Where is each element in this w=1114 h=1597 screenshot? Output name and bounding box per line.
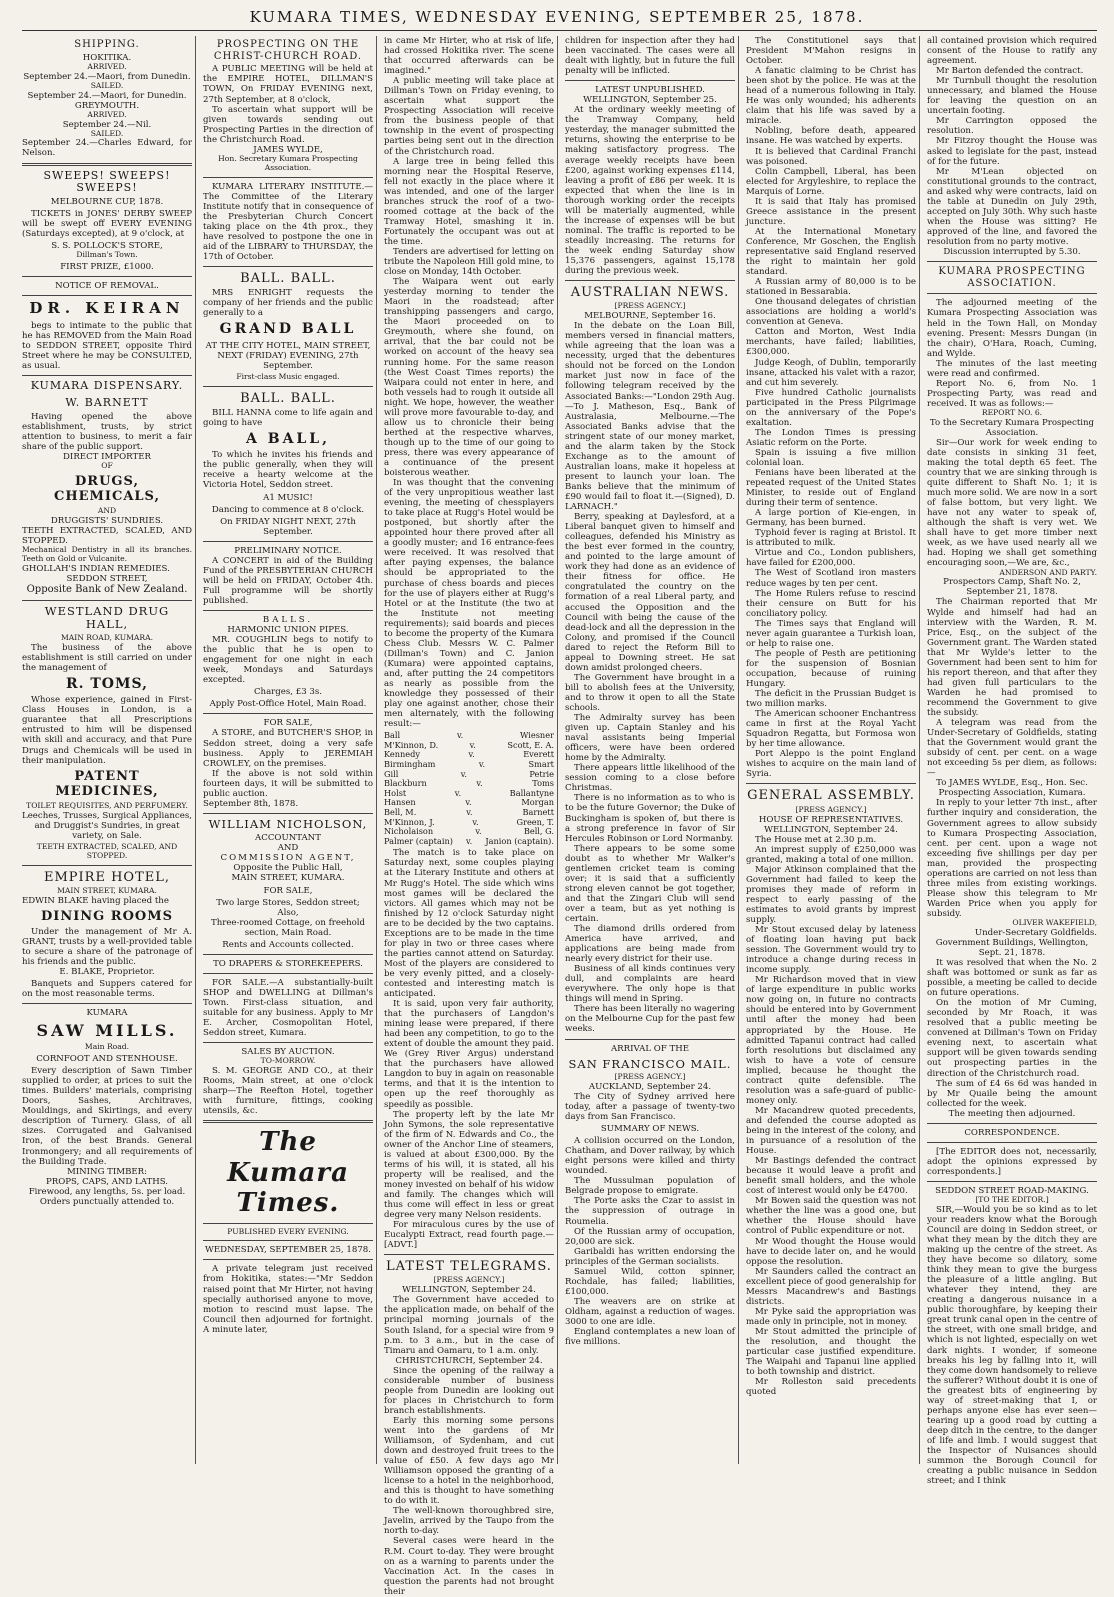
dateline: AUCKLAND, September 24. — [588, 1081, 712, 1092]
latest-unpublished-heading: LATEST UNPUBLISHED. — [595, 85, 705, 96]
press-agency: [PRESS AGENCY.] — [614, 1072, 686, 1082]
coughlin-text: MR. COUGHLIN begs to notify to the public that he is open to engagement for one night in each week, Mondays and Saturdays excepted. — [203, 635, 373, 686]
column-5 — [746, 36, 916, 1464]
article-paragraph: SIR,—Would you be so kind as to let your readers know what the Borough Council are doing in Seddon street, or what they mean by the ditch they are making up the centre of the street. As they have become so dilatory, some think they mean to give the burgess the pleasure of a little angling. But whatever they intend, they are creating a dangerous nuisance in a public thoroughfare, by keeping their great trunk canal open in the centre of the street, with one small bridge, and which is not lighted, especially on wet dark nights. I wonder, if someone breaks his leg by falling into it, will they come down handsomely to relieve the sufferer? Without doubt it is one of the greatest bits of engineering by way of street-making that I, or perhaps anyone else has ever seen—tearing up a good road by cutting a deep ditch in the centre, to the danger of life and limb. I would suggest that the Inspector of Nuisances should summon the Borough Council for creating a public nuisance in Seddon street; and I think — [927, 1204, 1097, 1487]
music-engaged: First-class Music engaged. — [236, 371, 340, 381]
article-paragraph: The Chairman reported that Mr Wylde and himself had had an interview with the Warden, R. M. Price, Esq., on the subject of the Government grant. The Warden stated that Mr Wylde's letter to the Government had been sent to him for his report thereon, and that after they had given full particulars to the Warden he had promised to recommend the Government to give the subsidy. — [927, 597, 1097, 718]
house-heading: HOUSE OF REPRESENTATIVES. — [758, 814, 904, 825]
column-rule — [376, 36, 377, 1464]
article-paragraph: There is no information as to who is to be the future Governor; the Duke of Buckingham is spoken of, but there is a strong preference in favor of Sir Hercules Robinson or Lord Normanby. — [565, 793, 735, 844]
sailed-label: SAILED. — [90, 128, 124, 138]
column-3 — [384, 36, 554, 1597]
article-paragraph: Mr Saunders called the contract an excellent piece of good generalship for Messrs Macandrew's and Bastings districts. — [746, 1266, 916, 1307]
article-paragraph: Spain is issuing a five million colonial loan. — [746, 447, 916, 468]
shipping-line: September 24.—Maori, for Dunedin. — [27, 90, 187, 101]
of-label: OF — [101, 461, 113, 471]
literary-text: KUMARA LITERARY INSTITUTE.—The Committee of the Literary Institute notify that in consequence of the Presbyterian Church Concert taking place on the 4th prox., they have resolved to postpone the one in aid of the LIBRARY to THURSDAY, the 17th of October. — [203, 181, 373, 262]
divider — [203, 813, 373, 814]
article-paragraph: One thousand delegates of christian associations are holding a world's convention at Geneva. — [746, 297, 916, 328]
article-paragraph: A telegram was read from the Under-Secretary of Goldfields, stating that the Government would grant the subsidy of cent. per cent. on a wage not exceeding 5s per diem, as follows:— — [927, 718, 1097, 779]
divider — [565, 80, 735, 81]
editorial-text: A private telegram just received from Hokitika, states:—"Mr Seddon raised point that Mr Hirter, not having specially authorised anyone to move, motion to rescind must lapse. The Council then adjourned for fortnight. A minute later, — [203, 1264, 373, 1335]
city-hotel: AT THE CITY HOTEL, MAIN STREET, — [205, 340, 371, 351]
arrived-label: ARRIVED. — [87, 109, 127, 119]
auction-note: If the above is not sold within fourteen days, it will be submitted to public auction. — [203, 768, 373, 799]
balls-heading: BALLS. — [262, 614, 314, 625]
cornfoot-heading: CORNFOOT AND STENHOUSE. — [36, 1054, 178, 1065]
divider — [203, 1042, 373, 1043]
mechanical-dentistry: Mechanical Dentistry in all its branches. Teeth on Gold or Vulcanite. — [22, 545, 192, 564]
wylde-title: Hon. Secretary Kumara Prospecting Association. — [218, 153, 358, 172]
empire-street: MAIN STREET, KUMARA. — [57, 886, 157, 895]
props-caps: PROPS, CAPS, AND LATHS. — [45, 1176, 169, 1187]
dateline: WELLINGTON, September 25. — [583, 95, 717, 106]
article-paragraph: There appears little likelihood of the session coming to a close before Christmas. — [565, 763, 735, 794]
latest-telegrams-heading: LATEST TELEGRAMS. — [386, 1259, 552, 1275]
dispensary-heading: KUMARA DISPENSARY. — [30, 379, 184, 393]
article-paragraph: Catton and Morton, West India merchants, have failed; liabilities, £300,000. — [746, 327, 916, 358]
divider — [927, 1123, 1097, 1124]
report-heading: REPORT NO. 6. — [981, 407, 1043, 417]
ball-heading: BALL. BALL. — [240, 270, 336, 286]
opposite-hall: Opposite the Public Hall, — [233, 863, 343, 874]
article-paragraph: In the debate on the Loan Bill, members versed in financial matters, while agreeing that the loan was a necessity, urged that the debentures should not be forced on the London market just now in face of the following telegram received by the Associated Banks:—"London 29th Aug.—To J. Matheson, Esq., Bank of Australasia, Melbourne.—The Associated Banks advise that the stringent state of our money market, and the alarm taken by the Stock Exchange as to the amount of Australian loans, make it hopeless at present to launch your loan. The Banks believe that the minimum of £90 would fail to float it.—(Signed), D. LARNACH." — [565, 321, 735, 513]
main-street: MAIN STREET, KUMARA. — [231, 873, 345, 884]
article-paragraph: The minutes of the last meeting were read and confirmed. — [927, 358, 1097, 379]
divider — [565, 1039, 735, 1040]
article-paragraph: Garibaldi has written endorsing the principles of the German socialists. — [565, 1246, 735, 1267]
article-paragraph: The Home Rulers refuse to rescind their censure on Butt for his conciliatory policy. — [746, 588, 916, 619]
empire-heading: EMPIRE HOTEL, — [43, 869, 170, 885]
divider — [203, 266, 373, 267]
article-paragraph: Mr Bastings defended the contract because it would leave a profit and benefit small holders, and the whole cost of interest would only be £4700. — [746, 1156, 916, 1197]
hanna-invite: To which he invites his friends and the public generally, when they will receive a hearty welcome at the Victoria Hotel, Seddon street. — [203, 450, 373, 491]
article-paragraph: Mr Richardson moved that in view of large expenditure in public works now going on, in future no contracts should be entered into by Government until after the money had been appropriated by the House. He admitted Tapanui contract had called forth resolutions but disclaimed any wish to have a vote of censure implied, because he thought the contract quite defensible. The resolution was a safe-guard of public-money only. — [746, 975, 916, 1106]
column-6 — [927, 36, 1097, 1487]
press-agency: [PRESS AGENCY.] — [795, 804, 867, 814]
blake-signature: E. BLAKE, Proprietor. — [59, 967, 155, 978]
importer-label: DIRECT IMPORTER — [63, 452, 151, 463]
divider — [22, 276, 192, 277]
article-paragraph: The property left by the late Mr John Symons, the sole representative of the firm of N. Edwards and Co., the owner of the Anchor Line of steamers, is valued at about £300,000. By the terms of his will, it is stated, all his property will be realised, and the money invested on behalf of his widow and family. The changes which will thus come will effect in less or great degree very many Nelson residents. — [384, 1109, 554, 1221]
friday-night: On FRIDAY NIGHT NEXT, 27th September. — [220, 516, 356, 537]
article-paragraph: Nobling, before death, appeared insane. He was watched by experts. — [746, 126, 916, 147]
shipping-line: September 24.—Nil. — [62, 119, 152, 130]
article-paragraph: The Government have acceded to the application made, on behalf of the principal morning journals of the South Island, for a special wire from 9 p.m. to 3 a.m., but in the case of Timaru and Oamaru, to 1 a.m. only. — [384, 1295, 554, 1356]
shipping-line: September 24.—Maori, from Dunedin. — [23, 71, 191, 82]
arrived-label: ARRIVED. — [87, 61, 127, 71]
article-paragraph: The diamond drills ordered from America have arrived, and applications are being made from nearly every district for their use. — [565, 924, 735, 965]
kumara-label: KUMARA — [86, 1008, 128, 1019]
divider — [203, 1240, 373, 1241]
concert-text: A CONCERT in aid of the Building Fund of the PRESBYTERIAN CHURCH will be held on FRIDAY, October 4th. Full programme will be shortly published. — [203, 555, 373, 606]
article-paragraph: It is said, upon very fair authority, that the purchasers of Langdon's mining lease were prepared, if there had been any competition, to go to the extent of double the amount they paid. We (Grey River Argus) understand that the purchasers have allowed Langdon to buy in again on reasonable terms, and that it is the intention to open up the reef thoroughly as speedily as possible. — [384, 999, 554, 1110]
barnett-name: W. BARNETT — [65, 396, 149, 410]
article-paragraph: The Government have brought in a bill to abolish fees at the University, and to throw it open to all the State schools. — [565, 672, 735, 713]
article-paragraph: Of the Russian army of occupation, 20,000 are sick. — [565, 1226, 735, 1247]
pollock-store: S. S. POLLOCK'S STORE, — [51, 241, 163, 252]
toms-text: Whose experience, gained in First-Class Houses in London, is a guarantee that all Prescriptions entrusted to him will be dispensed with skill and accuracy, and that Pure Drugs and Chemicals will be used in their manipulation. — [22, 695, 192, 766]
removal-heading: NOTICE OF REMOVAL. — [55, 281, 159, 292]
article-paragraph: children for inspection after they had been vaccinated. The cases were all dealt with lightly, but in future the full penalty will be inflicted. — [565, 36, 735, 77]
toilet-line: TOILET REQUISITES, AND PERFUMERY. — [26, 801, 188, 811]
grand-ball: GRAND BALL — [219, 321, 357, 338]
general-assembly-heading: GENERAL ASSEMBLY. — [747, 788, 915, 804]
sweep-text: TICKETS in JONES' DERBY SWEEP will be swept off EVERY EVENING (Saturdays excepted), at 9 o'clock, at — [22, 209, 192, 240]
signature-title: Under-Secretary Goldfields. — [974, 927, 1097, 938]
article-paragraph: Business of all kinds continues very dull, and complaints are heard everywhere. The only hope is that things will mend in Spring. — [565, 964, 735, 1005]
signature-place: Government Buildings, Wellington, Sept. 21, 1878. — [935, 937, 1089, 958]
article-paragraph: Judge Keogh, of Dublin, temporarily insane, attacked his valet with a razor, and cut him severely. — [746, 357, 916, 388]
column-rule — [557, 36, 558, 1464]
article-paragraph: A fanatic claiming to be Christ has been shot by the police. He was at the head of a numerous following in Italy. He was only wounded; his adherents claim that his life was saved by a miracle. — [746, 66, 916, 127]
apply-line: Apply Post-Office Hotel, Main Road. — [209, 699, 367, 710]
also-label: Also, — [277, 907, 299, 918]
divider — [22, 295, 192, 296]
article-paragraph: The House met at 2.30 p.m. — [755, 834, 877, 845]
player-row: Gill v. Petrie — [384, 768, 554, 779]
article-paragraph: Mr Fitzroy thought the House was asked to legislate for the past, instead of for the future. — [927, 136, 1097, 167]
player-row: Bell, M. v. Barnett — [384, 806, 554, 817]
divider — [203, 541, 373, 542]
column-1 — [22, 36, 192, 1464]
main-road: MAIN ROAD, KUMARA. — [60, 632, 154, 642]
article-paragraph: There appears to be some some doubt as to whether Mr Walker's gentlemen cricket team is coming over; it is said that a sufficiently strong eleven cannot be got together, and that the Zingari Club will send over a team, but as yet nothing is certain. — [565, 843, 735, 924]
two-stores: Two large Stores, Seddon street; — [216, 897, 360, 908]
article-paragraph: The Mussulman population of Belgrade propose to emigrate. — [565, 1176, 735, 1197]
sundries-heading: DRUGGISTS' SUNDRIES. — [50, 516, 164, 527]
a-ball: A BALL, — [246, 430, 330, 447]
sailed-label: SAILED. — [90, 80, 124, 90]
article-paragraph: Mr Stout admitted the principle of the resolution, and thought the particular case justified expenditure. The Waipahi and Tapanui line applied to both township and district. — [746, 1326, 916, 1378]
rents-line: Rents and Accounts collected. — [222, 939, 354, 950]
article-paragraph: It is believed that Cardinal Franchi was poisoned. — [746, 146, 916, 167]
dateline: WELLINGTON, September 24. — [764, 824, 898, 835]
for-sale-heading: FOR SALE, — [263, 718, 313, 729]
sale-date: September 8th, 1878. — [203, 798, 299, 809]
article-paragraph: In reply to your letter 7th inst., after further inquiry and consideration, the Government agrees to allow subsidy to Kumara Prospecting Association, cent. per cent. upon a wage not exceeding five shillings per day per man, provided the prospecting operations are carried on not less than three miles from existing workings. Please show this telegram to Mr Warden Price when you apply for subsidy. — [927, 798, 1097, 919]
article-paragraph: Colin Campbell, Liberal, has been elected for Argyleshire, to replace the Marquis of Lorne. — [746, 166, 916, 197]
opposite-bank: Opposite Bank of New Zealand. — [26, 584, 188, 596]
article-paragraph: The Admiralty survey has been given up. Captain Stanley and his naval assistants being Imperial officers, were have been ordered home by the Admiralty. — [565, 713, 735, 764]
article-paragraph: At the ordinary weekly meeting of the Tramway Company, held yesterday, the manager submitted the returns, showing the enterprise to be making satisfactory progress. The average weekly receipts have been £200, against working expenses £114, leaving a profit of £86 per week. It is expected that when the line is in thorough working order the receipts will be materially augmented, while the increase of expenses will be but nominal. The traffic is reported to be steadily increasing. The returns for the week ending Saturday show 15,376 passengers, against 15,178 during the previous week. — [565, 105, 735, 277]
seddon-street: SEDDON STREET, — [66, 574, 148, 585]
column-2 — [203, 36, 373, 1464]
article-paragraph: Mr Turnbull thought the resolution unnecessary, and blamed the House for leaving the question on an uncertain footing. — [927, 76, 1097, 117]
shipping-heading: SHIPPING. — [74, 39, 140, 50]
leeches-text: Leeches, Trusses, Surgical Appliances, and Druggist's Sundries, in great variety, on Sale. — [22, 810, 192, 841]
article-paragraph: Mr Pyke said the appropriation was made only in principle, not in money. — [746, 1306, 916, 1327]
article-paragraph: Mr Bowen said the question was not whether the line was a good one, but whether the House should have control of Public expenditure or not. — [746, 1196, 916, 1237]
signature-place: Prospectors Camp, Shaft No. 2, September 21, 1878. — [943, 577, 1081, 598]
article-paragraph: The American schooner Enchantress came in first at the Royal Yacht Squadron Regatta, but Formosa won by her time allowance. — [746, 709, 916, 750]
for-sale-heading: FOR SALE, — [263, 885, 313, 896]
published-line: PUBLISHED EVERY EVENING. — [227, 1226, 349, 1236]
nicholson-heading: WILLIAM NICHOLSON, — [208, 816, 368, 831]
article-paragraph: Mr Carrington opposed the resolution. — [927, 116, 1097, 137]
article-paragraph: The West of Scotland iron masters reduce wages by ten per cent. — [746, 568, 916, 589]
divider — [203, 610, 373, 611]
chess-players-list — [384, 731, 554, 846]
player-row: Kennedy v. Everett — [384, 749, 554, 760]
article-paragraph: Early this morning some persons went into the gardens of Mr Williamson, of Sydenham, and cut down and destroyed fruit trees to the value of £50. A few days ago Mr Williamson opposed the granting of a license to a hotel in the neighborhood, and this is thought to have something to do with it. — [384, 1415, 554, 1507]
article-paragraph: The weavers are on strike at Oldham, against a reduction of wages. 3000 to one are idle. — [565, 1296, 735, 1327]
masthead: KUMARA TIMES, WEDNESDAY EVENING, SEPTEMBER 25, 1878. — [249, 8, 865, 26]
kumara-times-logo: The Kumara Times. — [227, 1127, 349, 1219]
divider — [203, 954, 373, 955]
keiran-heading: DR. KEIRAN — [29, 299, 185, 318]
divider — [22, 865, 192, 866]
player-row: Blackburn v. Toms — [384, 778, 554, 789]
patent-heading: PATENT MEDICINES, — [55, 768, 159, 799]
and-label: AND — [277, 843, 299, 854]
dancing-time: Dancing to commence at 8 o'clock. — [211, 504, 365, 515]
divider — [565, 280, 735, 281]
article-paragraph: Virtue and Co., London publishers, have failed for £200,000. — [746, 548, 916, 569]
masthead-rule — [22, 30, 1097, 31]
divider — [22, 163, 192, 166]
divider — [22, 1003, 192, 1004]
article-paragraph: A large tree in being felled this morning near the Hospital Reserve, fell not exactly in the place where it was intended, and one of the larger branches struck the roof of a two-roomed cottage at the back of the Tramway Hotel, smashing it in. Fortunately the occupant was out at the time. — [384, 156, 554, 247]
divider — [203, 177, 373, 178]
article-paragraph: Fenians have been liberated at the repeated request of the United States Minister, to reside out of England during their term of sentence. — [746, 468, 916, 509]
divider — [203, 1259, 373, 1260]
article-paragraph: It is said that Italy has promised Greece assistance in the present juncture. — [746, 196, 916, 227]
article-paragraph: At the International Monetary Conference, Mr Goschen, the English representative said England reserved the right to maintain her gold standard. — [746, 226, 916, 278]
george-text: S. M. GEORGE AND CO., at their Rooms, Main street, at one o'clock sharp—The Reefton Hotel, together with furniture, fittings, cooking utensils, &c. — [203, 1066, 373, 1117]
article-paragraph: An imprest supply of £250,000 was granted, making a total of one million. — [746, 844, 916, 865]
article-paragraph: England contemplates a new loan of five millions. — [565, 1327, 735, 1348]
wylde-name: JAMES WYLDE, — [253, 144, 323, 155]
telegram-recipient: To JAMES WYLDE, Esq., Hon. Sec. Prospecting Association, Kumara. — [936, 778, 1088, 799]
cottage-line: Three-roomed Cottage, on freehold section, Main Road. — [210, 917, 366, 938]
article-paragraph: all contained provision which required consent of the House to ratify any agreement. — [927, 36, 1097, 67]
player-row: M'Kinnon, D. v. Scott, E. A. — [384, 739, 554, 750]
report-recipient: To the Secretary Kumara Prospecting Association. — [929, 417, 1095, 438]
article-paragraph: The well-known thoroughbred sire, Javelin, arrived by the Taupo from the north to-day. — [384, 1506, 554, 1537]
article-paragraph: A Russian army of 80,000 is to be stationed in Bessarabia. — [746, 277, 916, 298]
article-paragraph: in came Mr Hirter, who at risk of life, had crossed Hokitika river. The scene that occurred afterwards can be imagined." — [384, 36, 554, 77]
auction-heading: SALES BY AUCTION. — [241, 1047, 335, 1058]
divider — [927, 293, 1097, 294]
divider — [203, 386, 373, 387]
teeth-line: TEETH EXTRACTED, SCALED, AND STOPPED. — [22, 526, 192, 547]
press-agency: [PRESS AGENCY.] — [433, 1275, 505, 1285]
banquets-text: Banquets and Suppers catered for on the most reasonable terms. — [22, 979, 192, 1000]
sawmills-heading: SAW MILLS. — [36, 1020, 178, 1040]
divider — [927, 261, 1097, 262]
toms-heading: R. TOMS, — [66, 675, 148, 692]
column-rule — [919, 36, 920, 1464]
road-making-heading: SEDDON STREET ROAD-MAKING. — [935, 1185, 1089, 1196]
dillmans-town: Dillman's Town. — [76, 250, 138, 260]
sweeps-heading: SWEEPS! SWEEPS! SWEEPS! — [43, 168, 171, 195]
barnett-text: Having opened the above establishment, trusts, by strict attention to business, to merit a fair share of the public support. — [22, 411, 192, 453]
kpa-heading: KUMARA PROSPECTING ASSOCIATION. — [938, 266, 1086, 289]
ball-heading: BALL. BALL. — [240, 390, 336, 406]
signature: ANDERSON AND PARTY. — [999, 567, 1097, 577]
harmonic-heading: HARMONIC UNION PIPES. — [227, 625, 349, 636]
greymouth-heading: GREYMOUTH. — [74, 100, 140, 111]
charges: Charges, £3 3s. — [253, 687, 323, 698]
australian-news-heading: AUSTRALIAN NEWS. — [570, 285, 730, 301]
melbourne-cup: MELBOURNE CUP, 1878. — [50, 197, 164, 208]
article-paragraph: Sir—Our work for week ending to date consists in sinking 31 feet, making the total depth 65 feet. The country that we are sinking through is quite different to Shaft No. 1; it is much more solid. We are now in a sort of false bottom, but very light. We have not any water to speak of, although the shaft is very wet. We shall have to get more timber next week, as we have used nearly all we had. Hoping we shall get something encouraging soon,—We are, &c., — [927, 437, 1097, 569]
article-paragraph: Major Atkinson complained that the Government had failed to keep the promises they made of reform in respect to early passing of the estimates to avoid grants by imprest supply. — [746, 864, 916, 926]
ascertain-text: To ascertain what support will be given towards sending out Prospecting Parties in the direction of the Christchurch Road. — [203, 104, 373, 145]
teeth-line: TEETH EXTRACTED, SCALED, AND STOPPED. — [36, 842, 178, 860]
prospecting-heading: PROSPECTING ON THE CHRIST-CHURCH ROAD. — [213, 39, 363, 62]
article-paragraph: Mr Macandrew quoted precedents, and defended the course adopted as being in the interest of the colony, and in pursuance of a resolution of the House. — [746, 1105, 916, 1157]
column-rule — [738, 36, 739, 1464]
keiran-text: begs to intimate to the public that he has REMOVED from the Main Road to SEDDON STREET, opposite Third Street where he may be CONSULTED, as usual. — [22, 320, 192, 372]
article-paragraph: The London Times is pressing Asiatic reform on the Porte. — [746, 427, 916, 448]
article-paragraph: Discussion interrupted by 5.30. — [943, 246, 1081, 257]
next-friday: NEXT (FRIDAY) EVENING, 27th September. — [217, 350, 359, 371]
article-paragraph: It was resolved that when the No. 2 shaft was bottomed or sunk as far as possible, a meeting be called to decide on future operations. — [927, 957, 1097, 999]
first-prize: FIRST PRIZE, £1000. — [60, 262, 154, 273]
mining-timber: MINING TIMBER: — [66, 1166, 148, 1177]
article-paragraph: The Porte asks the Czar to assist in the suppression of outrage in Roumelia. — [565, 1196, 735, 1227]
firewood-line: Firewood, any lengths, 5s. per load. — [28, 1186, 186, 1197]
player-row: Nicholaison v. Bell, G. — [384, 826, 554, 837]
article-paragraph: The Constitutionel says that President M'Mahon resigns in October. — [746, 36, 916, 67]
store-text: A STORE, and BUTCHER'S SHOP, in Seddon street, doing a very safe business. Apply to JEREMIAH CROWLEY, on the premises. — [203, 728, 373, 769]
signature: OLIVER WAKEFIELD, — [1012, 917, 1097, 927]
article-paragraph: The Waipara went out early yesterday morning to tender the Maori in the roadstead; after transhipping passengers and cargo, the Maori proceeded on to Greymouth, where she found, on arrival, that the bar could not be worked on account of the heavy sea running home. For the same reason (the West Coast Times reports) the Waipara could not enter in here, and both vessels had to rough it outside all night. We hope, however, the weather will prove more favourable to-day, and allow us to chronicle their being berthed at the respective wharves, though up to the time of our going to press, there was every appearance of a continuance of the present boisterous weather. — [384, 277, 554, 479]
preliminary-heading: PRELIMINARY NOTICE. — [234, 545, 342, 556]
article-paragraph: Mr M'Lean objected on constitutional grounds to the contract, and asked why were contracts, laid on the table at Dunedin on July 29th, accepted on July 30th. Why such haste when the House was sitting? He approved of the line, and favored the resolution from no party motive. — [927, 166, 1097, 247]
player-row: Ball v. Wiesner — [384, 730, 554, 741]
to-editor: [TO THE EDITOR.] — [975, 1194, 1049, 1204]
divider — [22, 375, 192, 376]
drapers-text: FOR SALE.—A substantially-built SHOP and DWELLING at Dillman's Town. First-class situation, and suitable for any business. Apply to Mr E. Archer, Cosmopolitan Hotel, Seddon street, Kumara. — [203, 977, 373, 1039]
dining-heading: DINING ROOMS — [40, 908, 174, 924]
issue-date: WEDNESDAY, SEPTEMBER 25, 1878. — [205, 1245, 371, 1256]
article-paragraph: The match is to take place on Saturday next, some couples playing at the Literary Institute and others at Mr Rugg's Hotel. The side which wins most games will be declared the victors. All games which may not be finished by 12 o'clock Saturday night are to be decided by the two captains. Exceptions are to be made in the time for play in two or three cases where the parties cannot attend on Saturday. Most of the players are considered to be very evenly pitted, and a closely-contested and interesting match is anticipated. — [384, 848, 554, 1000]
player-row: Birmingham v. Smart — [384, 759, 554, 770]
article-paragraph: Port Aleppo is the point England wishes to acquire on the main land of Syria. — [746, 749, 916, 780]
divider — [203, 1120, 373, 1123]
arrival-heading: ARRIVAL OF THE — [610, 1043, 690, 1054]
article-paragraph: The City of Sydney arrived here today, after a passage of twenty-two days from San Francisco. — [565, 1091, 735, 1123]
article-paragraph: Mr Rolleston said precedents quoted — [746, 1377, 916, 1398]
article-paragraph: A collision occurred on the London, Chatham, and Dover railway, by which eight persons were killed and thirty wounded. — [565, 1136, 735, 1177]
hanna-text: BILL HANNA come to life again and going to have — [203, 407, 373, 428]
sf-mail-heading: SAN FRANCISCO MAIL. — [568, 1056, 732, 1071]
enright-text: MRS ENRIGHT requests the company of her friends and the public generally to a — [203, 288, 373, 319]
article-paragraph: Mr Wood thought the House would have to decide later on, and he would oppose the resolution. — [746, 1236, 916, 1267]
divider — [203, 973, 373, 974]
commission-label: COMMISSION AGENT, — [220, 853, 356, 864]
article-paragraph: The sum of £4 6s 6d was handed in by Mr Quaile being the amount collected for the week. — [927, 1078, 1097, 1109]
a1-music: A1 MUSIC! — [263, 492, 313, 503]
divider — [927, 1142, 1097, 1143]
press-agency: [PRESS AGENCY.] — [614, 301, 686, 311]
article-paragraph: Berry, speaking at Daylesford, at a Liberal banquet given to himself and colleagues, defended his Ministry as the best ever formed in the country, and pointed to the large amount of work they had done as an evidence of their fitness for office. He congratulated the country on the formation of a real Liberal party, and accused the Opposition and the Council with being the cause of the dead-lock and all the depression in the Colony, and promised if the Council dared to reject the Reform Bill to appeal to Downing street. He sat down amidst prolonged cheers. — [565, 512, 735, 673]
cornfoot-text: Every description of Sawn Timber supplied to order, at prices to suit the times. Builders' materials, comprising Doors, Sashes, Architraves, Mouldings, and Skirtings, and every description of Turnery. Glass, of all sizes. Corrugated and Galvanised Iron, of the best Brands. General Ironmongery; and all requirements of the Building Trade. — [22, 1066, 192, 1167]
accountant-label: ACCOUNTANT — [255, 833, 321, 844]
article-paragraph: On the motion of Mr Cuming, seconded by Mr Roach, it was resolved that a public meeting be convened at Dillman's Town on Friday evening next, to ascertain what support will be given towards sending out prospecting parties in the direction of the Christchurch road. — [927, 998, 1097, 1079]
column-4 — [565, 36, 735, 1464]
article-paragraph: Tenders are advertised for letting on tribute the Napoleon Hill gold mine, to close on Monday, 14th October. — [384, 246, 554, 278]
player-row: Hansen v. Morgan — [384, 797, 554, 808]
divider — [746, 783, 916, 784]
correspondence-heading: CORRESPONDENCE. — [964, 1127, 1060, 1138]
hokitika-heading: HOKITIKA. — [82, 52, 132, 63]
article-paragraph: Mr Stout excused delay by lateness of floating loan having put back session. The Government would try to introduce a change during recess in income supply. — [746, 925, 916, 976]
divider — [927, 1181, 1097, 1182]
article-paragraph: Five hundred Catholic journalists participated in the Press Pilgrimage on the anniversary of the Pope's exaltation. — [746, 387, 916, 428]
and-label: AND — [97, 506, 117, 516]
article-paragraph: Samuel Wild, cotton spinner, Rochdale, has failed; liabilities, £100,000. — [565, 1266, 735, 1297]
article-paragraph: In was thought that the convening of the very unpropitious weather last evening, the meeting of chessplayers to take place at Rugg's Hotel would be postponed, but shortly after the appointed hour there proved after all a goodly muster; and 16 entrance-fees were received. It was resolved that after paying expenses, the balance should be appropriated to the purchase of chess boards and pieces for the use of players either at Rugg's Hotel or at the Institute (the two at the Institute not meeting requirements); said boards and pieces to become the property of the Kumara Chess Club. Messrs W. C. Palmer (Dillman's Town) and C. Janion (Kumara) were appointed captains, and, after putting the 24 competitors as nearly as possible from the knowledge they possessed of their play one against another, chose their men alternately, with the following result:— — [384, 478, 554, 730]
dateline: MELBOURNE, September 16. — [584, 311, 716, 322]
article-paragraph: Report No. 6, from No. 1 Prospecting Party, was read and received. It was as follows:— — [927, 378, 1097, 409]
article-paragraph: Mr Barton defended the contract. — [936, 66, 1084, 77]
article-paragraph: For miraculous cures by the use of Eucalypti Extract, read fourth page.—[ADVT.] — [384, 1220, 554, 1251]
drapers-heading: TO DRAPERS & STOREKEEPERS. — [213, 958, 363, 969]
blake-text: EDWIN BLAKE having placed the — [22, 895, 169, 906]
orders-line: Orders punctually attended to. — [39, 1196, 175, 1207]
article-paragraph: Since the opening of the railway a considerable number of business people from Dunedin are looking out for places in Christchurch to form branch establishments. — [384, 1365, 554, 1416]
article-paragraph: A public meeting will take place at Dillman's Town on Friday evening, to ascertain what support the Prospecting Association will receive from the business people of that township in the event of prospecting parties being sent out in the direction of the Christchurch road. — [384, 76, 554, 157]
article-paragraph: The Times says that England will never again guarantee a Turkish loan, or help to raise one. — [746, 618, 916, 649]
dining-text: Under the management of Mr A. GRANT, trusts by a well-provided table to secure a share of the patronage of his friends and the public. — [22, 927, 192, 968]
westland-heading: WESTLAND DRUG HALL, — [44, 604, 170, 632]
public-meeting-text: A PUBLIC MEETING will be held at the EMPIRE HOTEL, DILLMAN'S TOWN, On FRIDAY EVENING next, 27th September, at 8 o'clock, — [203, 64, 373, 105]
summary-heading: SUMMARY OF NEWS. — [600, 1124, 700, 1135]
editor-note: [The EDITOR does not, necessarily, adopt the opinions expressed by correspondents.] — [927, 1146, 1097, 1177]
article-paragraph: The people of Pesth are petitioning for the suspension of Bosnian occupation, because of ruining Hungary. — [746, 648, 916, 689]
dateline: CHRISTCHURCH, September 24. — [395, 1355, 543, 1366]
article-paragraph: Several cases were heard in the R.M. Court to-day. They were brought on as a warning to parents under the Vaccination Act. In the cases in question the parents had not brought their — [384, 1536, 554, 1597]
divider — [203, 713, 373, 714]
shipping-line: September 24.—Charles Edward, for Nelson. — [22, 138, 192, 159]
gholla-remedies: GHOLLAH'S INDIAN REMEDIES. — [22, 564, 170, 575]
article-paragraph: A large portion of Kie-engen, in Germany, has been burned. — [746, 508, 916, 529]
player-row: Palmer (captain) v. Janion (captain). — [384, 835, 554, 846]
player-row: Holst v. Ballantyne — [384, 787, 554, 798]
column-rule — [195, 36, 196, 1464]
saw-road: Main Road. — [84, 1042, 130, 1052]
divider — [22, 600, 192, 601]
westland-text: The business of the above establishment is still carried on under the management of — [22, 642, 192, 673]
divider — [203, 1223, 373, 1224]
article-paragraph: The adjourned meeting of the Kumara Prospecting Association was held in the Town Hall, on Monday evening. Present: Messrs Dungan (in the chair), O'Hara, Roach, Cuming, and Wylde. — [927, 298, 1097, 359]
article-paragraph: The meeting then adjourned. — [948, 1108, 1076, 1119]
article-paragraph: The deficit in the Prussian Budget is two million marks. — [746, 689, 916, 710]
divider — [384, 1254, 554, 1255]
drugs-heading: DRUGS, CHEMICALS, — [53, 474, 161, 505]
dateline: WELLINGTON, September 24. — [402, 1285, 536, 1296]
tomorrow-label: TO-MORROW. — [260, 1056, 316, 1066]
player-row: M'Kinnon, J. v. Green, T. — [384, 816, 554, 827]
article-paragraph: Typhoid fever is raging at Bristol. It is attributed to milk. — [746, 528, 916, 549]
article-paragraph: There has been literally no wagering on the Melbourne Cup for the past few weeks. — [565, 1004, 735, 1035]
